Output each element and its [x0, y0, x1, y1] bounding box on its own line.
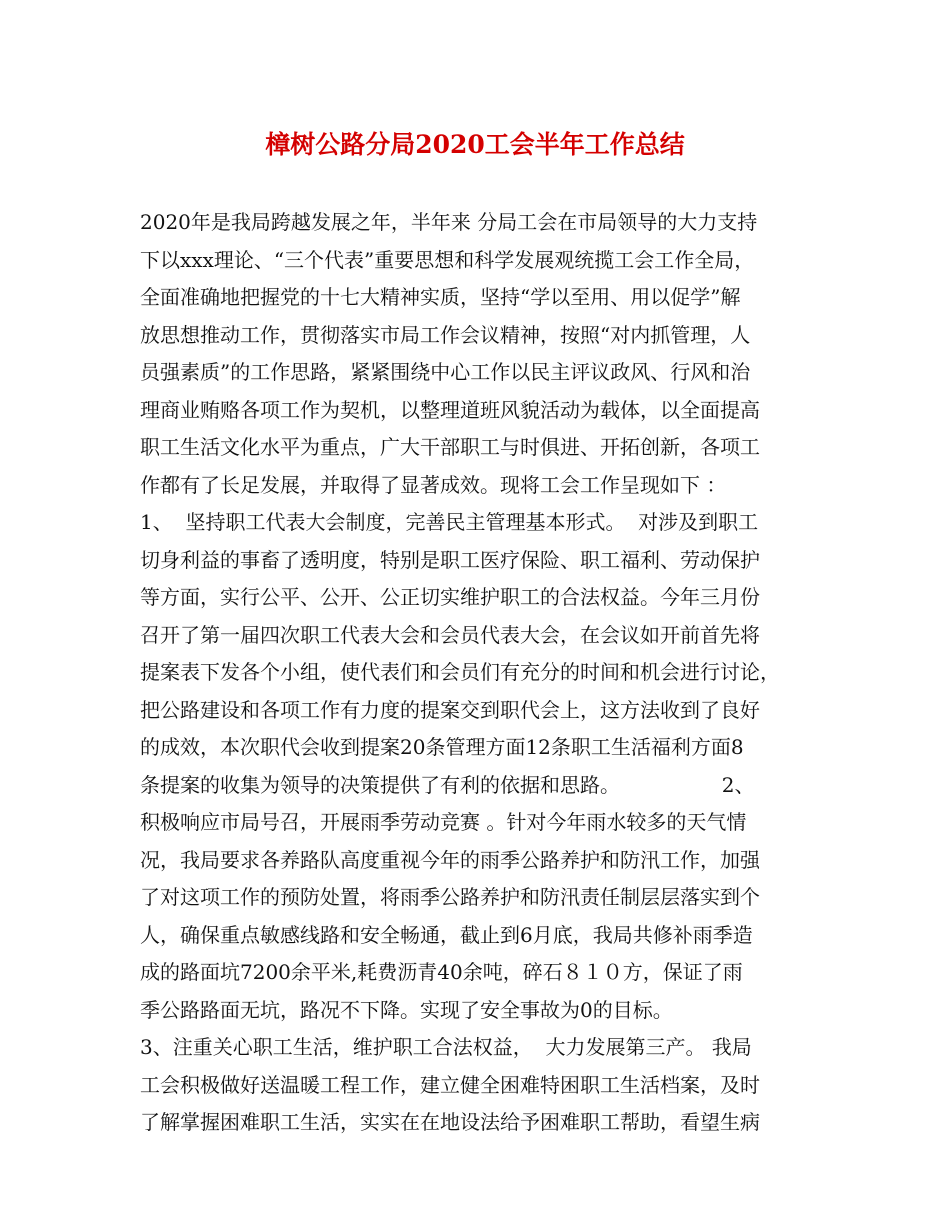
body-text-line: 员强素质”的工作思路，紧紧围绕中心工作以民主评议政风、行风和治: [140, 360, 751, 384]
body-text-line: 3、注重关心职工生活，维护职工合法权益， 大力发展第三产。 我局: [140, 1035, 752, 1059]
body-text-line: 况，我局要求各养路队高度重视今年的雨季公路养护和防汛工作，加强: [140, 847, 760, 872]
body-text-line: 理商业贿赂各项工作为契机，以整理道班风貌活动为载体，以全面提高: [140, 397, 760, 422]
body-text-line: 了对这项工作的预防处置，将雨季公路养护和防汛责任制层层落实到个: [140, 885, 760, 909]
document-title: 樟树公路分局2020工会半年工作总结: [265, 130, 685, 159]
body-text-line: 等方面，实行公平、公开、公正切实维护职工的合法权益。今年三月份: [140, 585, 760, 609]
body-text-line: 2020年是我局跨越发展之年，半年来 分局工会在市局领导的大力支持: [140, 210, 758, 234]
body-text-line: 人，确保重点敏感线路和安全畅通，截止到6月底，我局共修补雨季造: [140, 922, 753, 947]
body-text-line: 职工生活文化水平为重点，广大干部职工与时俱进、开拓创新，各项工: [140, 435, 760, 459]
body-text-line: 切身利益的事畜了透明度，特别是职工医疗保险、职工福利、劳动保护: [140, 547, 760, 572]
body-text-line: 积极响应市局号召，开展雨季劳动竞赛 。针对今年雨水较多的天气情: [140, 810, 747, 834]
body-text-line: 季公路路面无坑，路况不下降。实现了安全事故为0的目标。: [140, 997, 673, 1022]
body-text-line: 成的路面坑7200余平米,耗费沥青40余吨，碎石８１０方，保证了雨: [140, 960, 743, 984]
body-text-line: 下以xxx理论、“三个代表”重要思想和科学发展观统揽工会工作全局，: [140, 247, 755, 272]
body-text-line: 放思想推动工作，贯彻落实市局工作会议精神，按照“对内抓管理，人: [140, 322, 751, 347]
body-text-line: 作都有了长足发展，并取得了显著成效。现将工会工作呈现如下 ：: [140, 472, 727, 497]
body-text-line: 全面准确地把握党的十七大精神实质，坚持“学以至用、用以促学”解: [140, 285, 741, 309]
body-text-line: 条提案的收集为领导的决策提供了有利的依据和思路。 2、: [140, 772, 755, 797]
body-text-line: 召开了第一届四次职工代表大会和会员代表大会，在会议如开前首先将: [140, 622, 760, 647]
body-text-line: 1、 坚持职工代表大会制度，完善民主管理基本形式。 对涉及到职工: [140, 510, 759, 534]
body-text-line: 把公路建设和各项工作有力度的提案交到职代会上，这方法收到了良好: [140, 697, 760, 722]
body-text-line: 提案表下发各个小组，使代表们和会员们有充分的时间和机会进行讨论，: [140, 660, 780, 684]
body-text-line: 的成效，本次职代会收到提案20条管理方面12条职工生活福利方面8: [140, 735, 744, 759]
body-text-line: 工会积极做好送温暖工程工作，建立健全困难特困职工生活档案，及时: [140, 1072, 760, 1097]
document-body: [140, 204, 830, 1142]
body-text-line: 了解掌握困难职工生活，实实在在地设法给予困难职工帮助，看望生病: [140, 1110, 760, 1134]
